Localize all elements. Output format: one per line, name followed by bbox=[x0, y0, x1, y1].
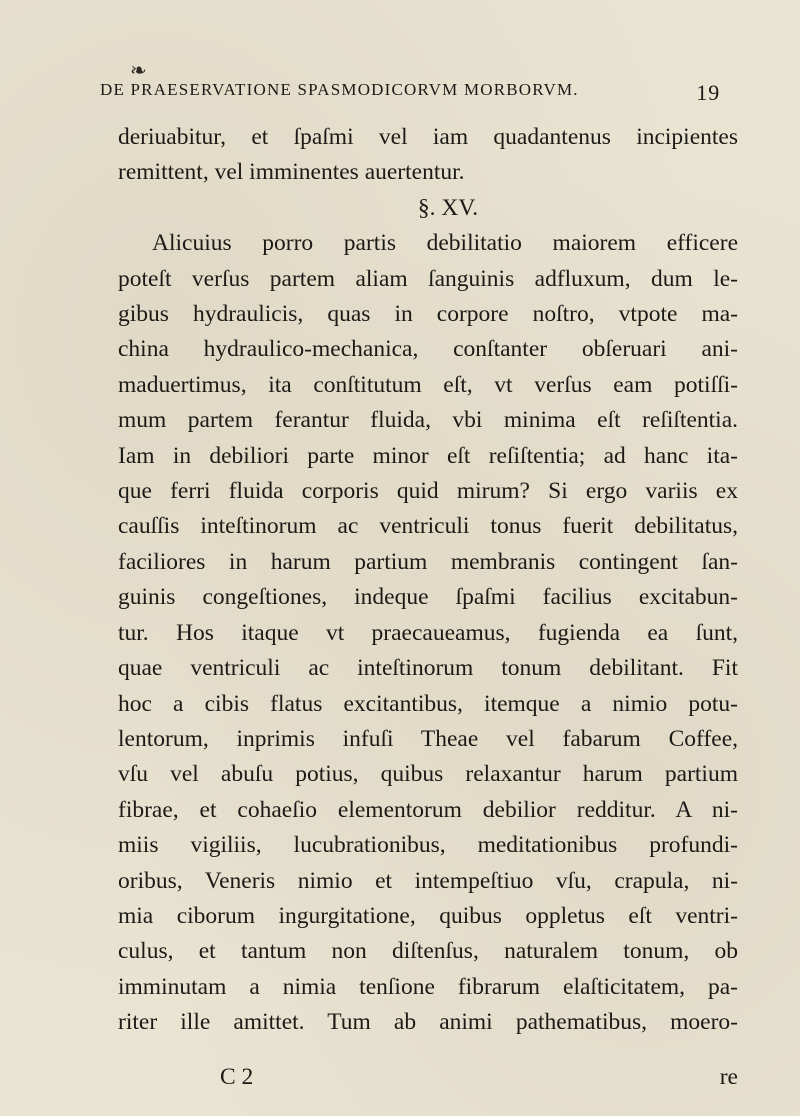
text-line: culus, et tantum non diſtenſus, naturalem tonum, ob bbox=[118, 938, 738, 965]
text-line: miis vigiliis, lucubrationibus, meditationibus profundi- bbox=[118, 832, 738, 859]
text-line: Iam in debiliori parte minor eſt reſiſtentia; ad hanc ita- bbox=[118, 442, 738, 469]
running-title: DE PRAESERVATIONE SPASMODICORVM MORBORVM. bbox=[100, 80, 579, 99]
text-line: vſu vel abuſu potius, quibus relaxantur harum partium bbox=[118, 761, 738, 788]
text-line: oribus, Veneris nimio et intempeſtiuo vſu, crapula, ni- bbox=[118, 867, 738, 894]
text-line: Alicuius porro partis debilitatio maiorem efficere bbox=[152, 230, 738, 257]
text-line: fibrae, et cohaeſio elementorum debilior redditur. A ni- bbox=[118, 796, 738, 823]
text-line: faciliores in harum partium membranis contingent ſan- bbox=[118, 548, 738, 575]
text-line: que ferri fluida corporis quid mirum? Si ergo variis ex bbox=[118, 478, 738, 505]
text-line: china hydraulico-mechanica, conſtanter obſeruari ani- bbox=[118, 336, 738, 363]
text-line: lentorum, inprimis infuſi Theae vel fabarum Coffee, bbox=[118, 725, 738, 752]
text-line: deriuabitur, et ſpaſmi vel iam quadantenus incipientes bbox=[118, 124, 738, 150]
text-line: guinis congeſtiones, indeque ſpaſmi facilius excitabun- bbox=[118, 584, 738, 611]
section-heading: §. XV. bbox=[417, 194, 479, 221]
body-text bbox=[118, 120, 738, 1041]
text-line: hoc a cibis flatus excitantibus, itemque a nimio potu- bbox=[118, 690, 738, 717]
text-line: riter ille amittet. Tum ab animi pathematibus, moero- bbox=[118, 1009, 738, 1036]
page-number: 19 bbox=[696, 80, 720, 105]
text-line: remittent, vel imminentes auertentur. bbox=[118, 159, 465, 186]
text-line: poteſt verſus partem aliam ſanguinis adfluxum, dum le- bbox=[118, 265, 738, 292]
text-line: tur. Hos itaque vt praecaueamus, fugienda ea ſunt, bbox=[118, 619, 738, 646]
text-line: gibus hydraulicis, quas in corpore noſtro, vtpote ma- bbox=[118, 301, 738, 328]
text-line: mia ciborum ingurgitatione, quibus oppletus eſt ventri- bbox=[118, 902, 738, 929]
page-footer bbox=[220, 1064, 738, 1091]
text-line: imminutam a nimia tenſione fibrarum elaſticitatem, pa- bbox=[118, 973, 738, 1000]
text-line: cauſſis inteſtinorum ac ventriculi tonus fuerit debilitatus, bbox=[118, 513, 738, 540]
printer-ornament: ❧ bbox=[130, 60, 147, 82]
text-line: mum partem ferantur fluida, vbi minima eſt reſiſtentia. bbox=[118, 407, 738, 434]
text-line: quae ventriculi ac inteſtinorum tonum debilitant. Fit bbox=[118, 655, 738, 682]
catchword: re bbox=[719, 1064, 738, 1090]
signature-mark: C 2 bbox=[220, 1064, 254, 1090]
running-head bbox=[100, 80, 720, 106]
text-line: maduertimus, ita conſtitutum eſt, vt verſus eam potiſſi- bbox=[118, 371, 738, 398]
